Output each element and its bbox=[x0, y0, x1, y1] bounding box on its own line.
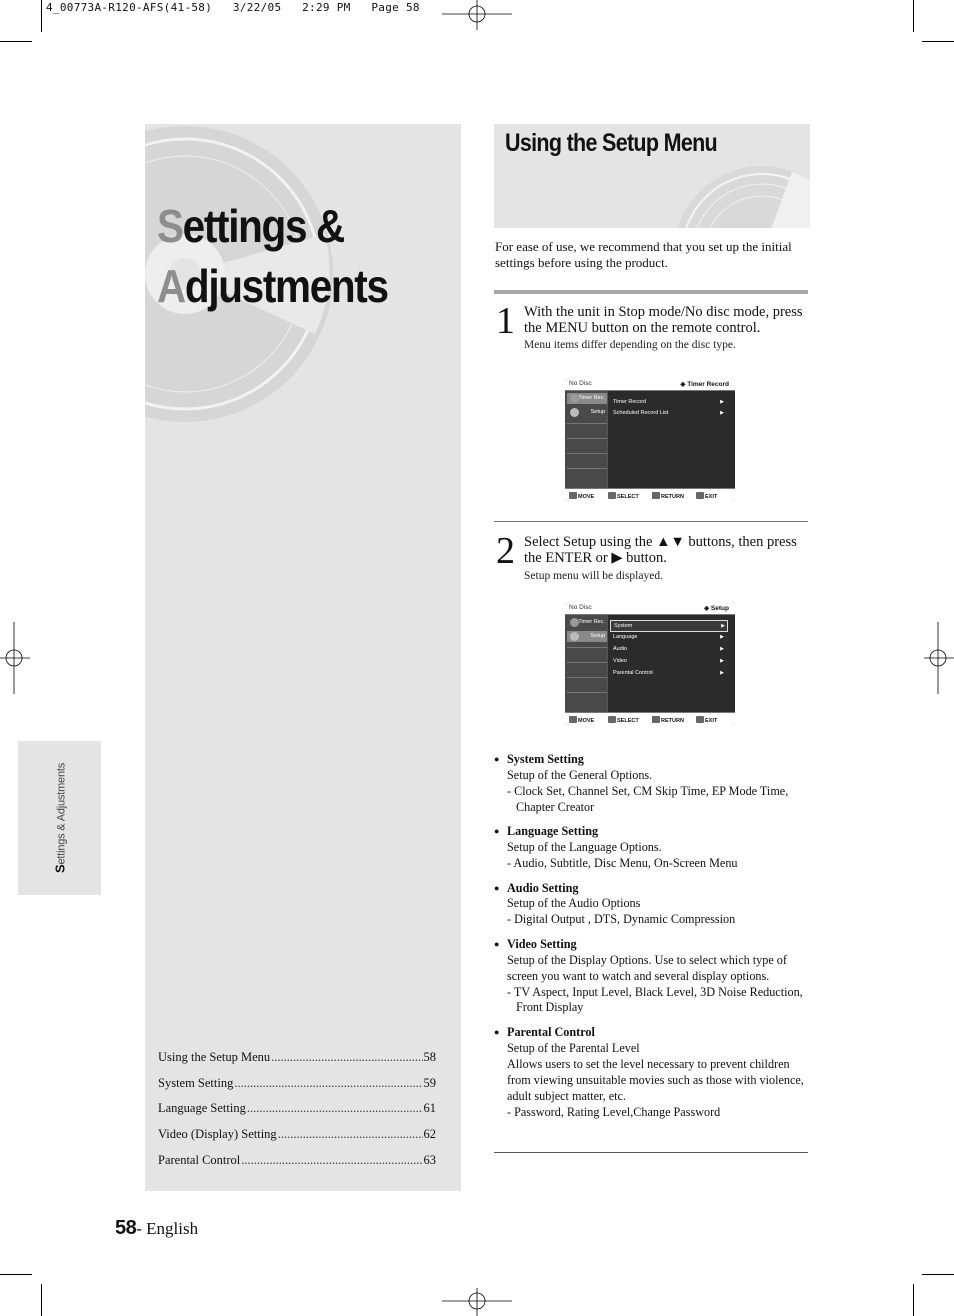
step-note: Menu items differ depending on the disc type. bbox=[524, 339, 736, 351]
table-of-contents bbox=[158, 1050, 436, 1178]
registration-mark-top bbox=[442, 0, 512, 30]
registration-mark-bottom bbox=[442, 1288, 512, 1316]
toc-entry[interactable]: System Setting ..... 59 bbox=[158, 1076, 436, 1102]
tab-setup: Setup bbox=[567, 407, 607, 418]
settings-list bbox=[494, 752, 810, 1129]
tab-timer-rec: Timer Rec. bbox=[567, 393, 607, 404]
section-header bbox=[494, 124, 810, 228]
gray-bar bbox=[494, 290, 808, 294]
side-tab: Settings & Adjustments bbox=[18, 741, 101, 895]
menu-item: Video ▶ bbox=[613, 658, 724, 664]
tab-setup: Setup bbox=[567, 631, 607, 642]
list-item: ● Language Setting Setup of the Language Options. - Audio, Subtitle, Disc Menu, On-Screen Menu bbox=[494, 824, 810, 872]
menu-item: Scheduled Record List ▶ bbox=[613, 410, 724, 416]
menu-item: Timer Record ▶ bbox=[613, 399, 724, 405]
tab-timer-rec: Timer Rec. bbox=[567, 617, 607, 628]
step-number: 1 bbox=[496, 300, 515, 342]
step-note: Setup menu will be displayed. bbox=[524, 570, 663, 582]
toc-entry[interactable]: Parental Control ..... 63 bbox=[158, 1153, 436, 1179]
step-instruction: Select Setup using the ▲▼ buttons, then press the ENTER or ▶ button. bbox=[524, 534, 797, 566]
menu-item: Parental Control ▶ bbox=[613, 670, 724, 676]
menu-item: Audio ▶ bbox=[613, 646, 724, 652]
step-number: 2 bbox=[496, 530, 515, 572]
list-item: ● Parental Control Setup of the Parental Level Allows users to set the level necessary to prevent children from viewing unsuitable movies such as those with violence, adult subject matter, etc. - Password, Rating Level,Change Password bbox=[494, 1025, 810, 1120]
bottom-rule bbox=[494, 1152, 808, 1153]
chapter-title: Settings & Adjustments bbox=[157, 200, 388, 312]
setup-screen-timer-record: No Disc ◈ Timer Record Timer Rec. Setup Timer Record ▶ Scheduled Record List ▶ MOVE SELECT RETURN EXIT bbox=[565, 378, 735, 502]
step-divider bbox=[494, 521, 808, 522]
registration-mark-right bbox=[924, 622, 954, 694]
print-header: 4_00773A-R120-AFS(41-58) 3/22/05 2:29 PM Page 58 bbox=[46, 1, 420, 14]
list-item: ● Video Setting Setup of the Display Options. Use to select which type of screen you want to watch and several display options. - TV Aspect, Input Level, Black Level, 3D Noise Reduction, Front Display bbox=[494, 937, 810, 1017]
menu-item: Language ▶ bbox=[613, 634, 724, 640]
setup-screen-setup: No Disc ◈ Setup Timer Rec. Setup System ▶ Language ▶ Audio ▶ Video ▶ Parental Control ▶ MOVE SELECT RETURN EXIT bbox=[565, 602, 735, 726]
step-instruction: With the unit in Stop mode/No disc mode, press the MENU button on the remote control. bbox=[524, 304, 803, 336]
menu-item: System ▶ bbox=[610, 620, 728, 632]
section-title: Using the Setup Menu bbox=[505, 129, 718, 157]
page-number: 58- English bbox=[115, 1217, 199, 1239]
registration-mark-left bbox=[0, 622, 30, 694]
list-item: ● System Setting Setup of the General Options. - Clock Set, Channel Set, CM Skip Time, EP Mode Time, Chapter Creator bbox=[494, 752, 810, 816]
list-item: ● Audio Setting Setup of the Audio Options - Digital Output , DTS, Dynamic Compression bbox=[494, 881, 810, 929]
toc-entry[interactable]: Video (Display) Setting ..... 62 bbox=[158, 1127, 436, 1153]
toc-entry[interactable]: Using the Setup Menu ..... 58 bbox=[158, 1050, 436, 1076]
disc-graphic bbox=[672, 164, 810, 228]
toc-entry[interactable]: Language Setting ..... 61 bbox=[158, 1101, 436, 1127]
intro-text: For ease of use, we recommend that you set up the initial settings before using the product. bbox=[495, 239, 792, 270]
chapter-panel bbox=[145, 124, 461, 1191]
